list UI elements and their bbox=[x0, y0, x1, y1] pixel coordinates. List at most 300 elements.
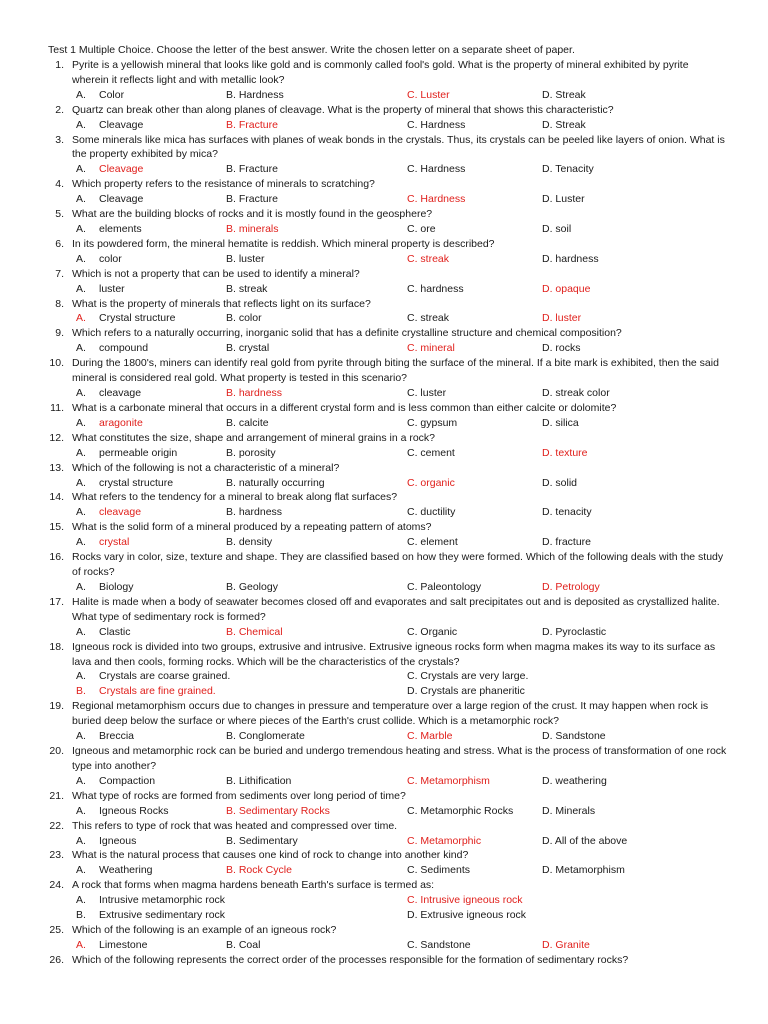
answer-option bbox=[76, 311, 176, 326]
option-letter: A. bbox=[76, 730, 86, 743]
question-number: 18. bbox=[49, 640, 64, 653]
question-row bbox=[0, 297, 768, 312]
options-row bbox=[0, 118, 768, 133]
answer-option bbox=[407, 282, 464, 297]
answer-option bbox=[407, 118, 465, 133]
answer-option bbox=[226, 311, 262, 326]
option-text: D. solid bbox=[542, 476, 578, 489]
question-item bbox=[0, 744, 768, 789]
answer-option bbox=[407, 222, 436, 237]
answer-option bbox=[542, 938, 590, 953]
options-row bbox=[0, 252, 768, 267]
question-row bbox=[0, 133, 768, 163]
options-row bbox=[0, 88, 768, 103]
answer-option bbox=[542, 625, 606, 640]
option-text: B. luster bbox=[226, 252, 265, 265]
option-text: Cleavage bbox=[99, 193, 144, 206]
option-text: C. Hardness bbox=[407, 118, 466, 131]
answer-option bbox=[76, 535, 130, 550]
test-instructions: Test 1 Multiple Choice. Choose the letter of the best answer. Write the chosen letter on a separate sheet of paper. bbox=[48, 44, 575, 56]
option-text: cleavage bbox=[99, 506, 142, 519]
question-number: 1. bbox=[55, 58, 64, 71]
question-row bbox=[0, 103, 768, 118]
option-text: Limestone bbox=[99, 938, 148, 951]
question-row bbox=[0, 878, 768, 893]
question-number: 26. bbox=[49, 953, 64, 966]
question-text: Which refers to a naturally occurring, inorganic solid that has a definite crystalline structure and chemical composition? bbox=[72, 327, 622, 340]
answer-option bbox=[542, 252, 599, 267]
question-text: Which of the following represents the correct order of the processes responsible for the formation of sedimentary rocks? bbox=[72, 953, 629, 966]
answer-option bbox=[407, 625, 457, 640]
options-row bbox=[0, 863, 768, 878]
option-letter: A. bbox=[76, 88, 86, 101]
question-row bbox=[0, 237, 768, 252]
option-letter: A. bbox=[76, 536, 86, 549]
question-item bbox=[0, 490, 768, 520]
option-text: Extrusive sedimentary rock bbox=[99, 909, 226, 922]
option-letter: A. bbox=[76, 938, 86, 951]
answer-option bbox=[407, 416, 457, 431]
answer-option bbox=[76, 282, 125, 297]
answer-option bbox=[76, 580, 134, 595]
question-text: What refers to the tendency for a mineral to break along flat surfaces? bbox=[72, 491, 398, 504]
answer-option bbox=[76, 774, 156, 789]
question-number: 25. bbox=[49, 923, 64, 936]
question-item bbox=[0, 267, 768, 297]
answer-option bbox=[407, 476, 455, 491]
option-text: C. Sediments bbox=[407, 864, 471, 877]
answer-option bbox=[542, 386, 610, 401]
question-item bbox=[0, 207, 768, 237]
answer-option bbox=[407, 446, 455, 461]
question-row bbox=[0, 550, 768, 580]
question-text: This refers to type of rock that was heated and compressed over time. bbox=[72, 819, 398, 832]
question-item bbox=[0, 177, 768, 207]
answer-option bbox=[76, 669, 231, 684]
option-text: D. silica bbox=[542, 416, 579, 429]
question-item bbox=[0, 103, 768, 133]
question-item bbox=[0, 58, 768, 103]
question-row bbox=[0, 177, 768, 192]
question-row bbox=[0, 490, 768, 505]
option-text: B. Fracture bbox=[226, 163, 278, 176]
question-item bbox=[0, 819, 768, 849]
question-item bbox=[0, 953, 768, 968]
answer-option bbox=[226, 729, 305, 744]
option-text: D. Petrology bbox=[542, 580, 600, 593]
question-number: 8. bbox=[55, 297, 64, 310]
option-text: C. Metamorphic bbox=[407, 834, 482, 847]
option-text: Intrusive metamorphic rock bbox=[99, 894, 226, 907]
question-number: 13. bbox=[49, 461, 64, 474]
answer-option bbox=[76, 162, 144, 177]
quiz-page bbox=[0, 43, 768, 968]
option-text: C. mineral bbox=[407, 342, 455, 355]
option-letter: A. bbox=[76, 223, 86, 235]
question-number: 10. bbox=[49, 357, 64, 370]
question-item bbox=[0, 848, 768, 878]
question-number: 16. bbox=[49, 551, 64, 564]
option-letter: A. bbox=[76, 894, 86, 907]
option-text: B. Sedimentary Rocks bbox=[226, 804, 330, 817]
question-text: What is the property of minerals that reflects light on its surface? bbox=[72, 297, 371, 310]
options-row bbox=[0, 938, 768, 953]
answer-option bbox=[542, 341, 581, 356]
option-text: B. Coal bbox=[226, 938, 261, 951]
options-row bbox=[0, 893, 768, 908]
answer-option bbox=[407, 192, 465, 207]
option-text: luster bbox=[99, 282, 125, 295]
option-text: D. Streak bbox=[542, 88, 586, 101]
answer-option bbox=[407, 908, 526, 923]
answer-option bbox=[226, 535, 272, 550]
answer-option bbox=[407, 938, 471, 953]
option-text: B. Chemical bbox=[226, 625, 283, 638]
answer-option bbox=[76, 863, 153, 878]
answer-option bbox=[76, 118, 144, 133]
option-text: permeable origin bbox=[99, 446, 178, 459]
option-letter: A. bbox=[76, 774, 86, 787]
question-number: 7. bbox=[55, 267, 64, 280]
question-item bbox=[0, 461, 768, 491]
question-text: Which of the following is not a characteristic of a mineral? bbox=[72, 461, 340, 474]
question-row bbox=[0, 401, 768, 416]
option-text: C. Marble bbox=[407, 730, 453, 743]
answer-option bbox=[542, 505, 592, 520]
answer-option bbox=[226, 580, 278, 595]
answer-option bbox=[226, 88, 284, 103]
option-text: C. cement bbox=[407, 446, 455, 459]
answer-option bbox=[226, 476, 325, 491]
option-letter: A. bbox=[76, 252, 86, 265]
answer-option bbox=[76, 505, 142, 520]
option-text: B. Fracture bbox=[226, 118, 278, 131]
options-row bbox=[0, 580, 768, 595]
answer-option bbox=[226, 625, 283, 640]
question-item bbox=[0, 326, 768, 356]
option-text: D. Luster bbox=[542, 193, 585, 206]
question-row bbox=[0, 356, 768, 386]
answer-option bbox=[407, 505, 455, 520]
answer-option bbox=[407, 669, 528, 684]
options-row bbox=[0, 804, 768, 819]
option-text: B. Rock Cycle bbox=[226, 864, 292, 877]
question-row bbox=[0, 699, 768, 729]
question-row bbox=[0, 520, 768, 535]
option-text: C. Sandstone bbox=[407, 938, 471, 951]
answer-option bbox=[542, 222, 571, 237]
option-text: D. All of the above bbox=[542, 834, 628, 847]
option-text: B. hardness bbox=[226, 506, 283, 519]
answer-option bbox=[226, 252, 265, 267]
question-text: During the 1800's, miners can identify real gold from pyrite through biting the surface of the mineral. If a bite mark is exhibited, then the said mineral is considered real gold. What property is tested in this scenario? bbox=[72, 357, 719, 385]
answer-option bbox=[226, 386, 282, 401]
question-row bbox=[0, 819, 768, 834]
option-text: Igneous bbox=[99, 834, 137, 847]
option-text: Cleavage bbox=[99, 118, 144, 131]
answer-option bbox=[407, 341, 455, 356]
question-text: Pyrite is a yellowish mineral that looks like gold and is commonly called fool's gold. What is the property of mineral exhibited by pyrite wherein it reflects light and with metallic look? bbox=[72, 58, 689, 86]
answer-option bbox=[542, 729, 606, 744]
options-row bbox=[0, 774, 768, 789]
option-text: B. Conglomerate bbox=[226, 730, 305, 743]
option-text: B. naturally occurring bbox=[226, 476, 325, 489]
answer-option bbox=[407, 311, 449, 326]
options-row bbox=[0, 476, 768, 491]
options-row bbox=[0, 416, 768, 431]
option-text: D. Minerals bbox=[542, 804, 596, 817]
option-text: cleavage bbox=[99, 387, 142, 400]
answer-option bbox=[76, 88, 125, 103]
option-text: aragonite bbox=[99, 416, 143, 429]
question-number: 23. bbox=[49, 849, 64, 862]
option-text: B. Geology bbox=[226, 580, 278, 593]
answer-option bbox=[542, 162, 594, 177]
question-item bbox=[0, 401, 768, 431]
question-number: 24. bbox=[49, 879, 64, 892]
answer-option bbox=[76, 908, 226, 923]
question-number: 12. bbox=[49, 431, 64, 444]
answer-option bbox=[542, 834, 627, 849]
option-text: B. hardness bbox=[226, 387, 283, 400]
option-letter: A. bbox=[76, 416, 86, 429]
options-row bbox=[0, 192, 768, 207]
option-text: B. porosity bbox=[226, 446, 276, 459]
option-text: Color bbox=[99, 88, 125, 101]
question-number: 3. bbox=[55, 133, 64, 146]
option-text: C. organic bbox=[407, 476, 455, 489]
option-text: B. calcite bbox=[226, 416, 269, 429]
options-row bbox=[0, 446, 768, 461]
option-text: C. Metamorphic Rocks bbox=[407, 804, 514, 817]
answer-option bbox=[76, 893, 226, 908]
question-text: Which of the following is an example of an igneous rock? bbox=[72, 923, 337, 936]
option-letter: A. bbox=[76, 804, 86, 817]
option-letter: A. bbox=[76, 342, 86, 355]
question-text: Which property refers to the resistance of minerals to scratching? bbox=[72, 178, 375, 191]
answer-option bbox=[407, 893, 523, 908]
option-text: C. element bbox=[407, 536, 458, 549]
options-row bbox=[0, 282, 768, 297]
answer-option bbox=[407, 580, 481, 595]
answer-option bbox=[542, 192, 585, 207]
option-text: compound bbox=[99, 342, 149, 355]
question-number: 21. bbox=[49, 789, 64, 802]
option-text: C. Organic bbox=[407, 625, 458, 638]
answer-option bbox=[226, 804, 330, 819]
option-text: D. luster bbox=[542, 312, 582, 325]
option-text: C. streak bbox=[407, 252, 450, 265]
option-text: B. color bbox=[226, 312, 262, 325]
question-row bbox=[0, 431, 768, 446]
answer-option bbox=[226, 505, 282, 520]
answer-option bbox=[226, 863, 292, 878]
answer-option bbox=[76, 446, 178, 461]
answer-option bbox=[407, 729, 453, 744]
answer-option bbox=[542, 535, 591, 550]
option-text: D. fracture bbox=[542, 536, 592, 549]
answer-option bbox=[76, 804, 169, 819]
answer-option bbox=[407, 88, 450, 103]
answer-option bbox=[76, 222, 142, 237]
question-number: 14. bbox=[49, 491, 64, 504]
answer-option bbox=[226, 282, 267, 297]
option-text: C. hardness bbox=[407, 282, 464, 295]
option-text: B. Sedimentary bbox=[226, 834, 298, 847]
question-text: Igneous and metamorphic rock can be buried and undergo tremendous heating and stress. What is the process of transformation of one rock type into another? bbox=[72, 745, 727, 772]
question-text: What constitutes the size, shape and arrangement of mineral grains in a rock? bbox=[72, 431, 436, 444]
option-letter: A. bbox=[76, 163, 86, 176]
answer-option bbox=[226, 162, 278, 177]
option-letter: A. bbox=[76, 864, 86, 877]
question-text: Some minerals like mica has surfaces with planes of weak bonds in the crystals. Thus, its crystals can be peeled like layers of onion. What is the property exhibited by mica? bbox=[72, 133, 725, 161]
question-row bbox=[0, 848, 768, 863]
answer-option bbox=[542, 118, 586, 133]
question-row bbox=[0, 923, 768, 938]
option-text: Biology bbox=[99, 580, 134, 593]
question-row bbox=[0, 595, 768, 625]
option-text: Clastic bbox=[99, 625, 131, 638]
option-text: C. gypsum bbox=[407, 416, 458, 429]
answer-option bbox=[226, 192, 278, 207]
option-text: D. Pyroclastic bbox=[542, 625, 607, 638]
question-item bbox=[0, 237, 768, 267]
answer-option bbox=[542, 88, 586, 103]
answer-option bbox=[542, 580, 600, 595]
question-text: Rocks vary in color, size, texture and shape. They are classified based on how they were formed. Which of the following deals with the study of rocks? bbox=[72, 551, 724, 579]
option-text: C. Metamorphism bbox=[407, 774, 490, 787]
option-letter: A. bbox=[76, 670, 86, 683]
question-item bbox=[0, 923, 768, 953]
answer-option bbox=[542, 282, 590, 297]
question-list bbox=[0, 58, 768, 968]
answer-option bbox=[226, 834, 298, 849]
options-row bbox=[0, 505, 768, 520]
option-letter: A. bbox=[76, 193, 86, 206]
question-item bbox=[0, 520, 768, 550]
option-text: crystal structure bbox=[99, 476, 174, 489]
question-text: Halite is made when a body of seawater becomes closed off and evaporates and salt precipitates out and is deposited as crystallized halite. What type of sedimentary rock is formed? bbox=[72, 595, 720, 623]
answer-option bbox=[226, 118, 278, 133]
option-letter: A. bbox=[76, 580, 86, 593]
answer-option bbox=[542, 774, 607, 789]
question-text: What are the building blocks of rocks and it is mostly found in the geosphere? bbox=[72, 208, 433, 221]
option-text: D. opaque bbox=[542, 282, 591, 295]
question-number: 22. bbox=[49, 819, 64, 832]
question-row bbox=[0, 58, 768, 88]
option-text: B. streak bbox=[226, 282, 268, 295]
answer-option bbox=[226, 938, 260, 953]
options-row bbox=[0, 908, 768, 923]
answer-option bbox=[76, 252, 122, 267]
options-row bbox=[0, 684, 768, 699]
option-letter: A. bbox=[76, 446, 86, 459]
option-text: C. Intrusive igneous rock bbox=[407, 894, 523, 907]
question-text: What is the solid form of a mineral produced by a repeating pattern of atoms? bbox=[72, 521, 432, 534]
option-text: color bbox=[99, 252, 122, 265]
options-row bbox=[0, 311, 768, 326]
answer-option bbox=[76, 834, 137, 849]
question-number: 17. bbox=[49, 595, 64, 608]
option-text: C. ductility bbox=[407, 506, 456, 519]
option-text: D. Extrusive igneous rock bbox=[407, 909, 527, 922]
question-item bbox=[0, 133, 768, 178]
question-number: 9. bbox=[55, 327, 64, 340]
option-text: D. Tenacity bbox=[542, 163, 594, 176]
option-text: Igneous Rocks bbox=[99, 804, 169, 817]
option-text: C. ore bbox=[407, 223, 436, 235]
option-text: Crystal structure bbox=[99, 312, 176, 325]
option-letter: A. bbox=[76, 625, 86, 638]
answer-option bbox=[542, 863, 625, 878]
question-text: Regional metamorphism occurs due to changes in pressure and temperature over a large region of the crust. It may happen when rock is buried deep below the surface or where pieces of the Earth's crust collide. Which is a metamorphic rock? bbox=[72, 700, 709, 728]
question-row bbox=[0, 953, 768, 968]
options-row bbox=[0, 535, 768, 550]
answer-option bbox=[407, 162, 465, 177]
options-row bbox=[0, 625, 768, 640]
question-number: 4. bbox=[55, 178, 64, 191]
question-item bbox=[0, 789, 768, 819]
option-text: Compaction bbox=[99, 774, 156, 787]
answer-option bbox=[407, 774, 490, 789]
option-text: D. Sandstone bbox=[542, 730, 606, 743]
answer-option bbox=[226, 416, 269, 431]
answer-option bbox=[542, 804, 595, 819]
option-text: D. tenacity bbox=[542, 506, 592, 519]
question-row bbox=[0, 326, 768, 341]
options-row bbox=[0, 834, 768, 849]
option-text: B. Hardness bbox=[226, 88, 284, 101]
option-letter: B. bbox=[76, 685, 86, 698]
option-text: C. Luster bbox=[407, 88, 450, 101]
options-row bbox=[0, 222, 768, 237]
answer-option bbox=[226, 222, 279, 237]
options-row bbox=[0, 669, 768, 684]
question-row bbox=[0, 744, 768, 774]
question-row bbox=[0, 640, 768, 670]
option-text: D. texture bbox=[542, 446, 588, 459]
question-number: 15. bbox=[49, 521, 64, 534]
question-row bbox=[0, 789, 768, 804]
question-text: What is a carbonate mineral that occurs in a different crystal form and is less common than either calcite or dolomite? bbox=[72, 401, 617, 414]
answer-option bbox=[76, 729, 135, 744]
option-text: Cleavage bbox=[99, 163, 144, 176]
answer-option bbox=[407, 684, 525, 699]
question-text: What type of rocks are formed from sediments over long period of time? bbox=[72, 789, 406, 802]
answer-option bbox=[542, 476, 577, 491]
question-row bbox=[0, 461, 768, 476]
option-text: D. Streak bbox=[542, 118, 586, 131]
option-text: D. Crystals are phaneritic bbox=[407, 685, 525, 698]
option-text: Crystals are coarse grained. bbox=[99, 670, 231, 683]
question-text: Quartz can break other than along planes of cleavage. What is the property of mineral that shows this characteristic? bbox=[72, 103, 614, 116]
question-item bbox=[0, 595, 768, 640]
answer-option bbox=[226, 774, 291, 789]
option-letter: A. bbox=[76, 506, 86, 519]
answer-option bbox=[226, 341, 269, 356]
answer-option bbox=[542, 416, 579, 431]
question-number: 5. bbox=[55, 208, 64, 221]
answer-option bbox=[76, 625, 131, 640]
options-row bbox=[0, 341, 768, 356]
option-text: C. Paleontology bbox=[407, 580, 482, 593]
option-text: D. hardness bbox=[542, 252, 599, 265]
question-item bbox=[0, 699, 768, 744]
option-text: B. Fracture bbox=[226, 193, 278, 206]
option-text: C. luster bbox=[407, 387, 447, 400]
question-row bbox=[0, 267, 768, 282]
options-row bbox=[0, 729, 768, 744]
